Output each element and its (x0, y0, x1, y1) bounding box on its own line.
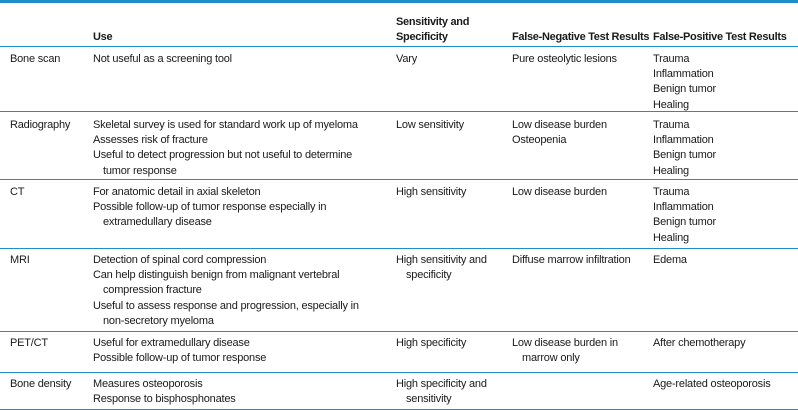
row-false-positive: Trauma Inflammation Benign tumor Healing (653, 186, 717, 244)
table-row (0, 180, 798, 249)
row-sensitivity: High sensitivity (396, 186, 467, 198)
row-modality: Bone density (10, 378, 72, 390)
table-row (0, 249, 798, 332)
row-use: Measures osteoporosis Response to bisphosphonates (93, 378, 236, 406)
row-false-positive: Trauma Inflammation Benign tumor Healing (653, 119, 717, 177)
row-sensitivity: Low sensitivity (396, 119, 464, 131)
table-row (0, 373, 798, 410)
row-use: For anatomic detail in axial skeleton Possible follow-up of tumor response especially in extramedullary disease (93, 186, 327, 229)
row-false-negative: Low disease burden (512, 186, 607, 198)
row-false-negative: Low disease burden Osteopenia (512, 119, 607, 147)
row-false-negative: Low disease burden in marrow only (512, 337, 618, 365)
row-false-positive: After chemotherapy (653, 337, 746, 349)
row-false-negative: Pure osteolytic lesions (512, 53, 617, 65)
row-modality: PET/CT (10, 337, 48, 349)
table-row (0, 47, 798, 112)
row-use: Not useful as a screening tool (93, 53, 232, 65)
row-false-positive: Edema (653, 254, 687, 266)
table-row (0, 332, 798, 373)
row-modality: Radiography (10, 119, 71, 131)
row-modality: MRI (10, 254, 30, 266)
row-modality: Bone scan (10, 53, 61, 65)
row-false-positive: Trauma Inflammation Benign tumor Healing (653, 53, 717, 111)
imaging-table (0, 4, 798, 410)
row-use: Detection of spinal cord compression Can help distinguish benign from malignant vertebral compression fracture Useful to assess response and progression, especially in non-secretory myeloma (93, 254, 359, 327)
row-use: Useful for extramedullary disease Possible follow-up of tumor response (93, 337, 267, 365)
row-modality: CT (10, 186, 25, 198)
row-sensitivity: High specificity (396, 337, 467, 349)
row-sensitivity: Vary (396, 53, 418, 65)
table-row (0, 112, 798, 180)
top-rule (0, 0, 798, 3)
row-sensitivity: High specificity and sensitivity (396, 378, 487, 406)
table-header-row (0, 4, 798, 47)
row-false-positive: Age-related osteoporosis (653, 378, 771, 390)
header-false-negative: False-Negative Test Results (512, 30, 650, 43)
header-use: Use (93, 30, 113, 43)
header-false-positive: False-Positive Test Results (653, 30, 787, 43)
row-false-negative: Diffuse marrow infiltration (512, 254, 631, 266)
row-sensitivity: High sensitivity and specificity (396, 254, 487, 282)
header-sensitivity: Sensitivity and Specificity (396, 16, 470, 43)
row-use: Skeletal survey is used for standard work up of myeloma Assesses risk of fracture Useful to detect progression but not useful to determine tumor response (93, 119, 358, 177)
